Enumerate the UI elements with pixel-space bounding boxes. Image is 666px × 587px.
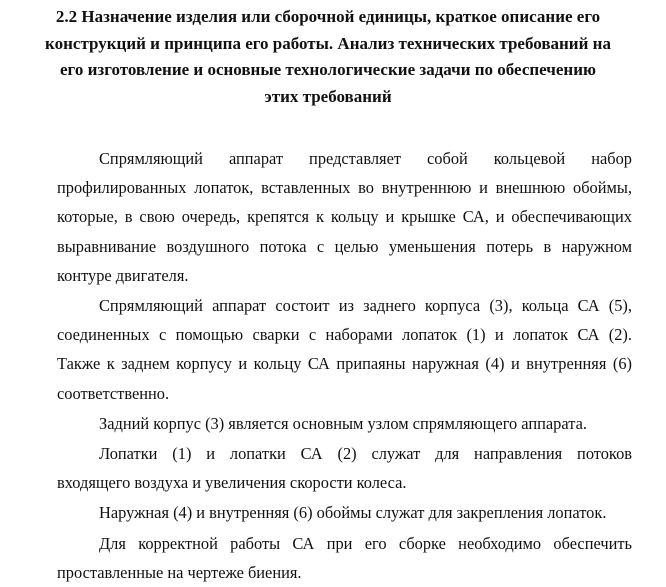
text-line: контуре двигателя. (57, 265, 189, 285)
heading-line: 2.2 Назначение изделия или сборочной единицы, краткое описание его (55, 7, 601, 26)
paragraph-composition (57, 291, 632, 408)
paragraph-blades (57, 439, 632, 497)
paragraph-rings (57, 498, 632, 527)
text-line: профилированных лопаток, вставленных во внутреннюю и внешнюю обоймы, (57, 178, 632, 198)
text-line: Задний корпус (3) является основным узлом спрямляющего аппарата. (99, 413, 587, 433)
paragraph-description (57, 144, 632, 290)
text-line: Для корректной работы СА при его сборке необходимо обеспечить (99, 533, 632, 553)
text-line: Также к заднем корпусу и кольцу СА припаяны наружная (4) и внутренняя (6) (57, 354, 632, 374)
paragraph-assembly (57, 529, 632, 587)
text-line: входящего воздуха и увеличения скорости колеса. (57, 473, 407, 493)
section-heading (20, 4, 636, 110)
text-line: Спрямляющий аппарат представляет собой кольцевой набор (99, 149, 632, 168)
body-text (57, 144, 632, 587)
text-line: которые, в свою очередь, крепятся к кольцу и крышке СА, и обеспечивающих (57, 207, 632, 227)
text-line: соответственно. (57, 383, 170, 403)
paragraph-rear-housing (57, 409, 632, 438)
text-line: Спрямляющий аппарат состоит из заднего корпуса (3), кольца СА (5), (99, 296, 632, 316)
text-line: Наружная (4) и внутренняя (6) обоймы служат для закрепления лопаток. (99, 503, 607, 523)
heading-line: его изготовление и основные технологические задачи по обеспечению (59, 60, 596, 79)
heading-line: конструкций и принципа его работы. Анализ технических требований на (45, 33, 611, 53)
text-line: проставленные на чертеже биения. (57, 562, 302, 582)
heading-line: этих требований (264, 86, 392, 106)
text-line: Лопатки (1) и лопатки СА (2) служат для направления потоков (99, 444, 632, 464)
text-line: соединенных с помощью сварки с наборами лопаток (1) и лопаток СА (2). (57, 325, 632, 345)
text-line: выравнивание воздушного потока с целью уменьшения потерь в наружном (57, 236, 632, 256)
